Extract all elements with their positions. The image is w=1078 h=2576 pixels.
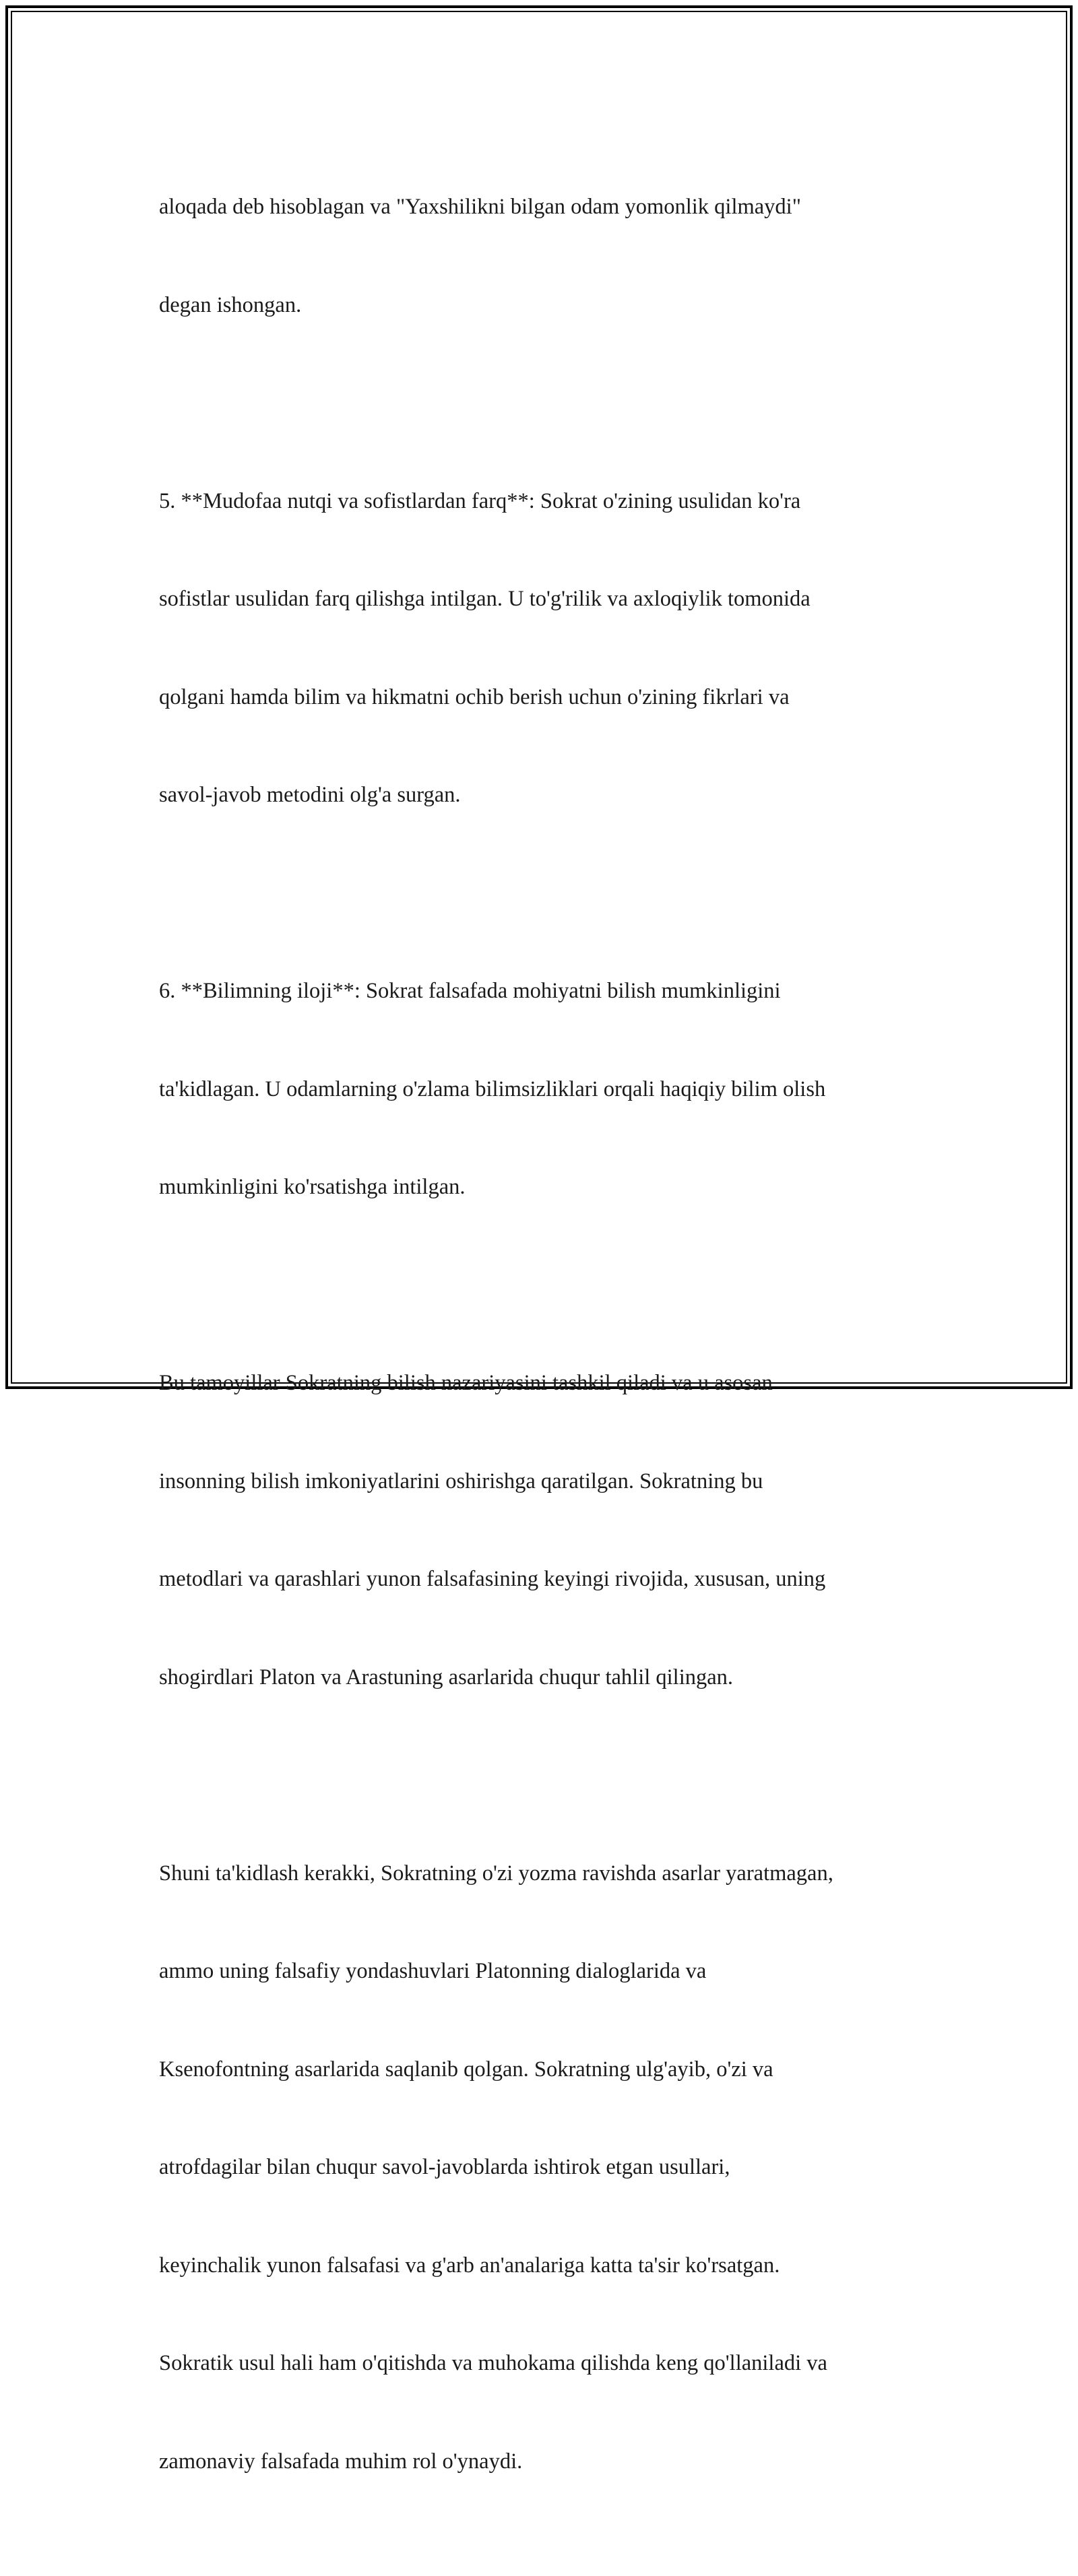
text-line: 5. **Mudofaa nutqi va sofistlardan farq**: Sokrat o'zining usulidan ko'ra — [159, 488, 801, 513]
text-line: Bu tamoyillar Sokratning bilish nazariyasini tashkil qiladi va u asosan — [159, 1371, 773, 1395]
text-line: Ksenofontning asarlarida saqlanib qolgan. Sokratning ulg'ayib, o'zi va — [159, 2057, 773, 2082]
paragraph-conclusion — [159, 1792, 934, 2544]
text-line: insonning bilish imkoniyatlarini oshirishga qaratilgan. Sokratning bu — [159, 1469, 763, 1493]
text-line: Shuni ta'kidlash kerakki, Sokratning o'zi yozma ravishda asarlar yaratmagan, — [159, 1861, 833, 1886]
document-body — [159, 125, 934, 2576]
text-line: 6. **Bilimning iloji**: Sokrat falsafada mohiyatni bilish mumkinligini — [159, 979, 781, 1003]
text-line: zamonaviy falsafada muhim rol o'ynaydi. — [159, 2449, 523, 2474]
text-line: savol-javob metodini olg'a surgan. — [159, 783, 461, 807]
text-line: qolgani hamda bilim va hikmatni ochib berish uchun o'zining fikrlari va — [159, 684, 790, 709]
paragraph-item-6 — [159, 909, 934, 1269]
text-line: mumkinligini ko'rsatishga intilgan. — [159, 1175, 466, 1199]
text-line: degan ishongan. — [159, 292, 302, 317]
text-line: shogirdlari Platon va Arastuning asarlarida chuqur tahlil qilingan. — [159, 1665, 734, 1689]
text-line: keyinchalik yunon falsafasi va g'arb an'analariga katta ta'sir ko'rsatgan. — [159, 2253, 780, 2278]
paragraph-continuation — [159, 125, 934, 387]
paragraph-summary — [159, 1301, 934, 1759]
text-line: sofistlar usulidan farq qilishga intilgan. U to'g'rilik va axloqiylik tomonida — [159, 587, 811, 611]
text-line: Sokratik usul hali ham o'qitishda va muhokama qilishda keng qo'llaniladi va — [159, 2351, 827, 2375]
text-line: ta'kidlagan. U odamlarning o'zlama bilimsizliklari orqali haqiqiy bilim olish — [159, 1076, 826, 1101]
text-line: metodlari va qarashlari yunon falsafasining keyingi rivojida, xususan, uning — [159, 1567, 826, 1591]
paragraph-item-5 — [159, 420, 934, 877]
text-line: atrofdagilar bilan chuqur savol-javoblarda ishtirok etgan usullari, — [159, 2155, 730, 2179]
text-line: ammo uning falsafiy yondashuvlari Platonning dialoglarida va — [159, 1959, 707, 1983]
text-line: aloqada deb hisoblagan va "Yaxshilikni bilgan odam yomonlik qilmaydi" — [159, 195, 801, 219]
